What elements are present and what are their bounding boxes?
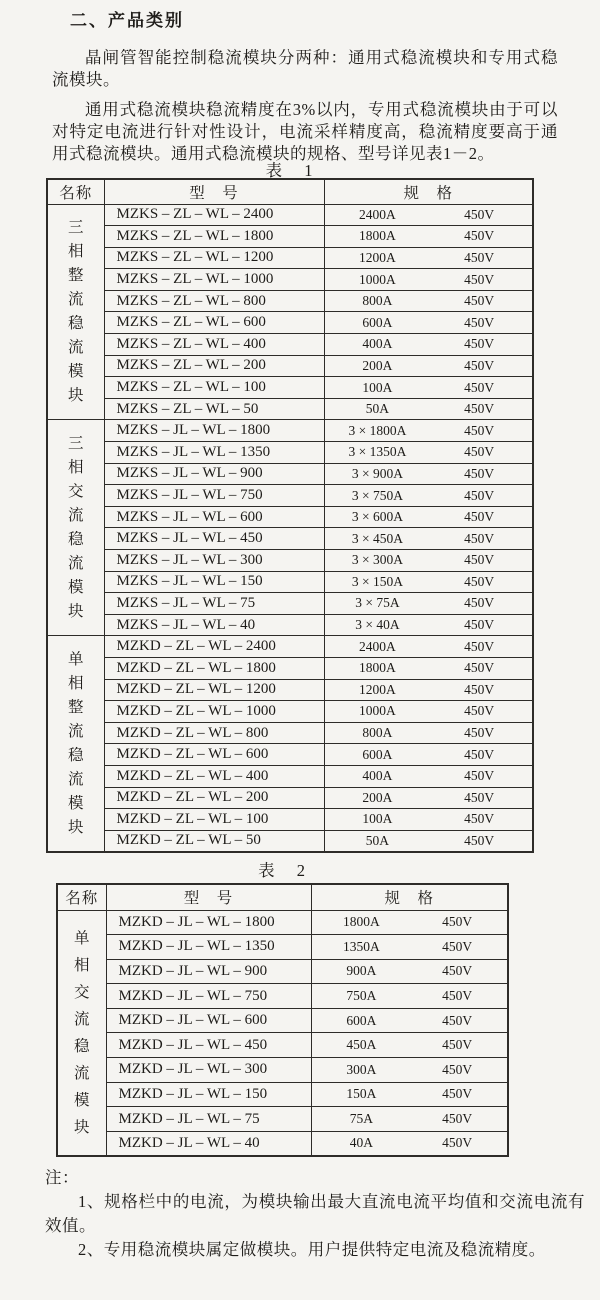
current-value: 3 × 600A <box>351 509 403 525</box>
table-row <box>57 984 508 1009</box>
model-cell: MZKS – ZL – WL – 600 <box>104 312 324 334</box>
spec-cell <box>324 463 533 485</box>
model-cell: MZKS – JL – WL – 900 <box>104 463 324 485</box>
current-value: 750A <box>346 988 377 1004</box>
column-header: 名称 <box>47 179 104 204</box>
spec-cell <box>324 204 533 226</box>
voltage-value: 450V <box>464 552 495 568</box>
table-row <box>47 722 533 744</box>
voltage-value: 450V <box>442 1111 473 1127</box>
model-cell: MZKD – ZL – WL – 600 <box>104 744 324 766</box>
model-cell: MZKD – ZL – WL – 200 <box>104 787 324 809</box>
current-value: 50A <box>365 401 390 417</box>
notes-section <box>45 1166 585 1262</box>
spec-cell <box>311 959 508 984</box>
spec-cell <box>311 1033 508 1058</box>
current-value: 300A <box>346 1061 377 1077</box>
voltage-value: 450V <box>464 725 495 741</box>
spec-cell <box>311 1058 508 1083</box>
table-header-row <box>57 884 508 910</box>
spec-cell <box>311 910 508 935</box>
voltage-value: 450V <box>442 1037 473 1053</box>
spec-cell <box>324 398 533 420</box>
current-value: 1350A <box>342 938 380 954</box>
voltage-value: 450V <box>464 314 495 330</box>
spec-cell <box>311 1082 508 1107</box>
model-cell: MZKD – ZL – WL – 100 <box>104 809 324 831</box>
voltage-value: 450V <box>464 703 495 719</box>
current-value: 400A <box>362 768 393 784</box>
table-row <box>57 910 508 935</box>
voltage-value: 450V <box>464 487 495 503</box>
voltage-value: 450V <box>464 638 495 654</box>
table-row <box>57 959 508 984</box>
category-name-cell: 单相整流稳流模块 <box>47 636 104 852</box>
model-cell: MZKS – JL – WL – 600 <box>104 506 324 528</box>
model-cell: MZKS – JL – WL – 40 <box>104 614 324 636</box>
current-value: 150A <box>346 1086 377 1102</box>
model-cell: MZKS – ZL – WL – 1800 <box>104 226 324 248</box>
model-cell: MZKD – JL – WL – 150 <box>106 1082 311 1107</box>
current-value: 3 × 750A <box>351 487 403 503</box>
voltage-value: 450V <box>442 938 473 954</box>
current-value: 600A <box>346 1012 377 1028</box>
spec-cell <box>324 312 533 334</box>
current-value: 100A <box>362 811 393 827</box>
current-value: 3 × 450A <box>351 530 403 546</box>
current-value: 1200A <box>359 681 396 697</box>
model-cell: MZKD – ZL – WL – 1200 <box>104 679 324 701</box>
current-value: 900A <box>346 963 377 979</box>
column-header: 规 格 <box>324 179 533 204</box>
current-value: 1000A <box>359 271 396 287</box>
spec-cell <box>324 657 533 679</box>
spec-cell <box>324 420 533 442</box>
model-cell: MZKD – JL – WL – 300 <box>106 1058 311 1083</box>
spec-cell <box>311 935 508 960</box>
spec-cell <box>311 1107 508 1132</box>
voltage-value: 450V <box>442 1061 473 1077</box>
voltage-value: 450V <box>442 1086 473 1102</box>
table1-general-modules <box>46 178 534 853</box>
column-header: 型 号 <box>106 884 311 910</box>
table-row <box>47 528 533 550</box>
table-row <box>47 204 533 226</box>
spec-cell <box>324 269 533 291</box>
table-row <box>47 247 533 269</box>
spec-cell <box>324 701 533 723</box>
table-row <box>47 226 533 248</box>
current-value: 3 × 300A <box>351 552 403 568</box>
table-row <box>47 701 533 723</box>
model-cell: MZKS – ZL – WL – 50 <box>104 398 324 420</box>
spec-cell <box>324 550 533 572</box>
model-cell: MZKD – ZL – WL – 1000 <box>104 701 324 723</box>
current-value: 2400A <box>359 638 396 654</box>
current-value: 2400A <box>359 206 396 222</box>
current-value: 100A <box>362 379 393 395</box>
table-row <box>47 744 533 766</box>
table2-general-modules <box>56 883 509 1157</box>
current-value: 40A <box>349 1135 373 1151</box>
table2-caption: 表 2 <box>258 861 305 880</box>
spec-cell <box>324 247 533 269</box>
table-row <box>47 571 533 593</box>
current-value: 200A <box>362 789 393 805</box>
current-value: 600A <box>362 314 393 330</box>
table-row <box>57 1033 508 1058</box>
model-cell: MZKD – ZL – WL – 400 <box>104 765 324 787</box>
spec-cell <box>324 442 533 464</box>
current-value: 1800A <box>359 228 396 244</box>
table-row <box>47 312 533 334</box>
table-row <box>57 935 508 960</box>
model-cell: MZKD – JL – WL – 450 <box>106 1033 311 1058</box>
current-value: 3 × 900A <box>351 465 403 481</box>
table-row <box>57 1008 508 1033</box>
spec-cell <box>311 1131 508 1156</box>
table-row <box>57 1058 508 1083</box>
voltage-value: 450V <box>464 228 495 244</box>
spec-cell <box>324 809 533 831</box>
spec-cell <box>324 830 533 852</box>
note-item: 1、规格栏中的电流，为模块输出最大直流电流平均值和交流电流有效值。 <box>45 1192 585 1235</box>
spec-cell <box>324 593 533 615</box>
current-value: 600A <box>362 746 393 762</box>
table-header-row <box>47 179 533 204</box>
table-row <box>47 809 533 831</box>
table-row <box>47 269 533 291</box>
table-row <box>47 506 533 528</box>
voltage-value: 450V <box>464 249 495 265</box>
category-name-cell: 三相整流稳流模块 <box>47 204 104 420</box>
spec-cell <box>324 744 533 766</box>
table-row <box>47 765 533 787</box>
voltage-value: 450V <box>464 422 495 438</box>
voltage-value: 450V <box>464 336 495 352</box>
table-row <box>47 614 533 636</box>
column-header: 型 号 <box>104 179 324 204</box>
model-cell: MZKD – JL – WL – 750 <box>106 984 311 1009</box>
model-cell: MZKD – JL – WL – 75 <box>106 1107 311 1132</box>
table-row <box>47 787 533 809</box>
table-row <box>47 679 533 701</box>
voltage-value: 450V <box>464 595 495 611</box>
voltage-value: 450V <box>464 811 495 827</box>
current-value: 1800A <box>359 660 396 676</box>
model-cell: MZKS – JL – WL – 150 <box>104 571 324 593</box>
model-cell: MZKS – ZL – WL – 1000 <box>104 269 324 291</box>
category-name-cell: 单相交流稳流模块 <box>57 910 106 1156</box>
model-cell: MZKS – ZL – WL – 2400 <box>104 204 324 226</box>
spec-cell <box>324 722 533 744</box>
model-cell: MZKD – JL – WL – 1350 <box>106 935 311 960</box>
table-row <box>57 1107 508 1132</box>
model-cell: MZKD – JL – WL – 40 <box>106 1131 311 1156</box>
current-value: 3 × 1350A <box>348 444 407 460</box>
spec-cell <box>311 1008 508 1033</box>
spec-cell <box>324 528 533 550</box>
model-cell: MZKD – ZL – WL – 50 <box>104 830 324 852</box>
voltage-value: 450V <box>464 379 495 395</box>
voltage-value: 450V <box>442 914 473 930</box>
model-cell: MZKS – JL – WL – 1350 <box>104 442 324 464</box>
model-cell: MZKS – ZL – WL – 200 <box>104 355 324 377</box>
model-cell: MZKD – ZL – WL – 2400 <box>104 636 324 658</box>
table-row <box>47 830 533 852</box>
current-value: 75A <box>349 1111 373 1127</box>
voltage-value: 450V <box>464 832 495 848</box>
table-row <box>47 355 533 377</box>
table-row <box>57 1131 508 1156</box>
spec-cell <box>324 485 533 507</box>
voltage-value: 450V <box>464 444 495 460</box>
model-cell: MZKD – JL – WL – 900 <box>106 959 311 984</box>
model-cell: MZKS – JL – WL – 1800 <box>104 420 324 442</box>
voltage-value: 450V <box>464 789 495 805</box>
table-row <box>47 334 533 356</box>
category-name-cell: 三相交流稳流模块 <box>47 420 104 636</box>
voltage-value: 450V <box>464 401 495 417</box>
spec-cell <box>324 571 533 593</box>
spec-cell <box>324 614 533 636</box>
voltage-value: 450V <box>442 963 473 979</box>
table-row <box>47 442 533 464</box>
current-value: 3 × 1800A <box>348 422 407 438</box>
voltage-value: 450V <box>442 1135 473 1151</box>
voltage-value: 450V <box>464 530 495 546</box>
model-cell: MZKS – JL – WL – 450 <box>104 528 324 550</box>
voltage-value: 450V <box>464 293 495 309</box>
current-value: 1200A <box>359 249 396 265</box>
spec-cell <box>324 506 533 528</box>
current-value: 800A <box>362 293 393 309</box>
voltage-value: 450V <box>464 357 495 373</box>
model-cell: MZKS – ZL – WL – 1200 <box>104 247 324 269</box>
table-row <box>47 377 533 399</box>
spec-cell <box>324 679 533 701</box>
model-cell: MZKS – JL – WL – 300 <box>104 550 324 572</box>
spec-cell <box>324 334 533 356</box>
model-cell: MZKD – JL – WL – 600 <box>106 1008 311 1033</box>
model-cell: MZKS – JL – WL – 750 <box>104 485 324 507</box>
model-cell: MZKS – ZL – WL – 800 <box>104 290 324 312</box>
note-item: 2、专用稳流模块属定做模块。用户提供特定电流及稳流精度。 <box>78 1240 546 1259</box>
table-row <box>47 290 533 312</box>
voltage-value: 450V <box>464 681 495 697</box>
voltage-value: 450V <box>464 768 495 784</box>
table-row <box>57 1082 508 1107</box>
description-paragraph: 通用式稳流模块稳流精度在3%以内，专用式稳流模块由于可以对特定电流进行针对性设计，电流采样精度高，稳流精度要高于通用式稳流模块。通用式稳流模块的规格、型号详见表1－2。 <box>52 99 558 163</box>
intro-paragraph: 晶闸管智能控制稳流模块分两种：通用式稳流模块和专用式稳流模块。 <box>52 47 558 89</box>
current-value: 400A <box>362 336 393 352</box>
voltage-value: 450V <box>464 746 495 762</box>
table-row <box>47 420 533 442</box>
table-row <box>47 593 533 615</box>
table-row <box>47 636 533 658</box>
spec-cell <box>324 765 533 787</box>
current-value: 1800A <box>342 914 380 930</box>
current-value: 200A <box>362 357 393 373</box>
spec-cell <box>324 355 533 377</box>
notes-label: 注： <box>45 1168 79 1187</box>
voltage-value: 450V <box>464 465 495 481</box>
table-row <box>47 398 533 420</box>
current-value: 50A <box>365 832 390 848</box>
spec-cell <box>324 787 533 809</box>
column-header: 名称 <box>57 884 106 910</box>
voltage-value: 450V <box>464 617 495 633</box>
voltage-value: 450V <box>464 660 495 676</box>
voltage-value: 450V <box>464 509 495 525</box>
model-cell: MZKD – ZL – WL – 1800 <box>104 657 324 679</box>
model-cell: MZKS – ZL – WL – 400 <box>104 334 324 356</box>
current-value: 3 × 75A <box>355 595 400 611</box>
current-value: 800A <box>362 725 393 741</box>
section-heading: 二、产品类别 <box>70 11 184 30</box>
current-value: 1000A <box>359 703 396 719</box>
spec-cell <box>324 290 533 312</box>
table-row <box>47 657 533 679</box>
voltage-value: 450V <box>464 206 495 222</box>
spec-cell <box>324 226 533 248</box>
model-cell: MZKD – ZL – WL – 800 <box>104 722 324 744</box>
column-header: 规 格 <box>311 884 508 910</box>
model-cell: MZKS – JL – WL – 75 <box>104 593 324 615</box>
spec-cell <box>311 984 508 1009</box>
voltage-value: 450V <box>442 1012 473 1028</box>
current-value: 3 × 150A <box>351 573 403 589</box>
model-cell: MZKD – JL – WL – 1800 <box>106 910 311 935</box>
current-value: 450A <box>346 1037 377 1053</box>
table-row <box>47 485 533 507</box>
table-row <box>47 463 533 485</box>
model-cell: MZKS – ZL – WL – 100 <box>104 377 324 399</box>
table-row <box>47 550 533 572</box>
voltage-value: 450V <box>464 271 495 287</box>
spec-cell <box>324 377 533 399</box>
voltage-value: 450V <box>464 573 495 589</box>
table1-caption: 表 1 <box>265 161 313 180</box>
current-value: 3 × 40A <box>355 617 400 633</box>
spec-cell <box>324 636 533 658</box>
voltage-value: 450V <box>442 988 473 1004</box>
